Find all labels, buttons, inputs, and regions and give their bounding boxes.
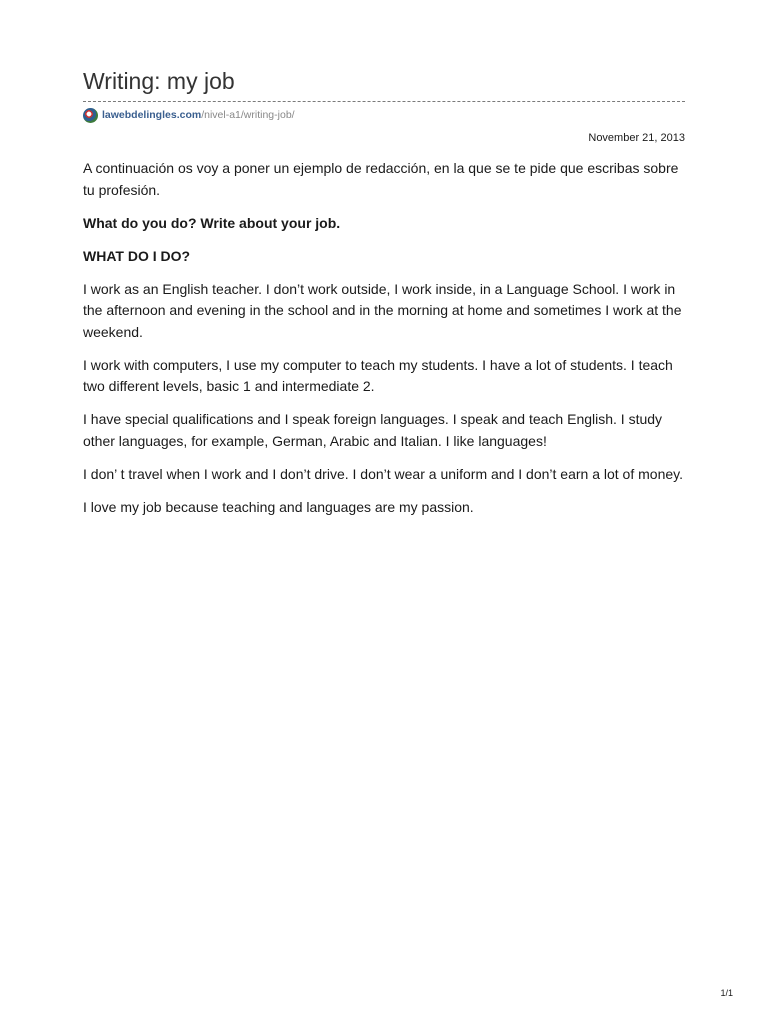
body-paragraph: I have special qualifications and I speak foreign languages. I speak and teach English. I study other languages, for example, German, Arabic and Italian. I like languages! xyxy=(83,411,663,449)
body-paragraph: I don’ t travel when I work and I don’t drive. I don’t wear a uniform and I don’t earn a lot of money. xyxy=(83,465,683,482)
body-paragraph: I work with computers, I use my computer to teach my students. I have a lot of students. I teach two different levels, basic 1 and intermediate 2. xyxy=(83,356,673,394)
body-paragraph: I love my job because teaching and languages are my passion. xyxy=(83,498,474,515)
source-path[interactable]: /nivel-a1/writing-job/ xyxy=(201,109,295,121)
body-paragraph: I work as an English teacher. I don’t work outside, I work inside, in a Language School. I work in the afternoon and evening in the school and in the morning at home and sometimes I work at the weekend. xyxy=(83,280,682,340)
site-logo-icon xyxy=(83,108,98,123)
publish-date: November 21, 2013 xyxy=(588,132,685,144)
title-divider xyxy=(83,101,685,102)
source-link[interactable] xyxy=(83,107,295,123)
prompt-question: What do you do? Write about your job. xyxy=(83,214,341,231)
intro-paragraph: A continuación os voy a poner un ejemplo de redacción, en la que se te pide que escribas sobre tu profesión. xyxy=(83,160,679,198)
section-heading: WHAT DO I DO? xyxy=(83,247,191,264)
source-domain[interactable]: lawebdelingles.com xyxy=(102,109,202,121)
page-title: Writing: my job xyxy=(83,68,235,94)
page-number: 1/1 xyxy=(720,988,733,998)
article-body xyxy=(83,158,685,530)
